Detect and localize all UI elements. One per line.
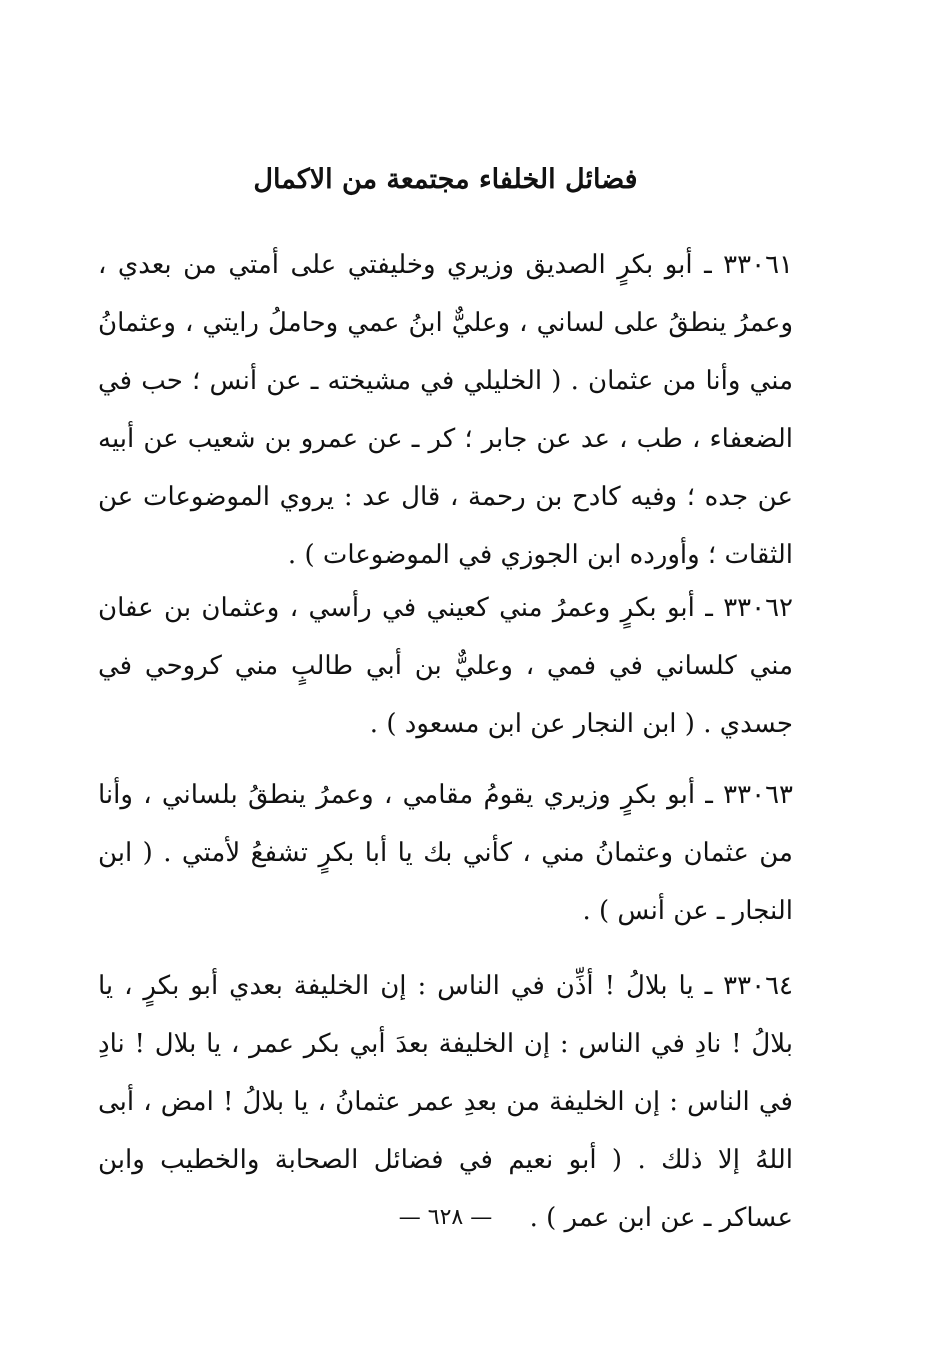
entry-paragraph xyxy=(98,236,793,584)
hadith-entry xyxy=(98,579,793,753)
hadith-entry xyxy=(98,766,793,940)
entry-text: ـ أبو بكرٍ وعمرُ مني كعيني في رأسي ، وعثمان بن عفان مني كلساني في فمي ، وعليٌّ بن أبي طالبٍ مني كروحي في جسدي . ( ابن النجار عن ابن مسعود ) . xyxy=(98,593,793,739)
page-footer xyxy=(98,1203,793,1233)
entry-number: ٣٣٠٦٢ xyxy=(723,593,794,623)
hadith-entry xyxy=(98,236,793,584)
page-number: — ٦٢٨ — xyxy=(398,1205,493,1230)
entry-paragraph xyxy=(98,579,793,753)
page-title: فضائل الخلفاء مجتمعة من الاكمال xyxy=(253,164,638,195)
entry-text: ـ أبو بكرٍ وزيري يقومُ مقامي ، وعمرُ ينطقُ بلساني ، وأنا من عثمان وعثمانُ مني ، كأني بك يا أبا بكرٍ تشفعُ لأمتي . ( ابن النجار ـ عن أنس ) . xyxy=(98,780,793,926)
entry-number: ٣٣٠٦٣ xyxy=(723,780,793,810)
entry-paragraph xyxy=(98,766,793,940)
entry-text: ـ أبو بكرٍ الصديق وزيري وخليفتي على أمتي من بعدي ، وعمرُ ينطقُ على لساني ، وعليٌّ ابنُ عمي وحاملُ رايتي ، وعثمانُ مني وأنا من عثمان . ( الخليلي في مشيخته ـ عن أنس ؛ حب في الضعفاء ، طب ، عد عن جابر ؛ كر ـ عن عمرو بن شعيب عن أبيه عن جده ؛ وفيه كادح بن رحمة ، قال عد : يروي الموضوعات عن الثقات ؛ وأورده ابن الجوزي في الموضوعات ) . xyxy=(98,250,793,570)
entry-number: ٣٣٠٦٤ xyxy=(723,971,793,1001)
page-header xyxy=(98,158,793,202)
entry-number: ٣٣٠٦١ xyxy=(723,250,793,280)
entry-text: ـ يا بلالُ ! أذِّن في الناس : إن الخليفة بعدي أبو بكرٍ ، يا بلالُ ! نادِ في الناس : إن الخليفة بعدَ أبي بكر عمر ، يا بلال ! نادِ في الناس : إن الخليفة من بعدِ عمر عثمانُ ، يا بلالُ ! امض ، أبى اللهُ إلا ذلك . ( أبو نعيم في فضائل الصحابة والخطيب وابن عساكر ـ عن ابن عمر ) . xyxy=(98,971,793,1233)
